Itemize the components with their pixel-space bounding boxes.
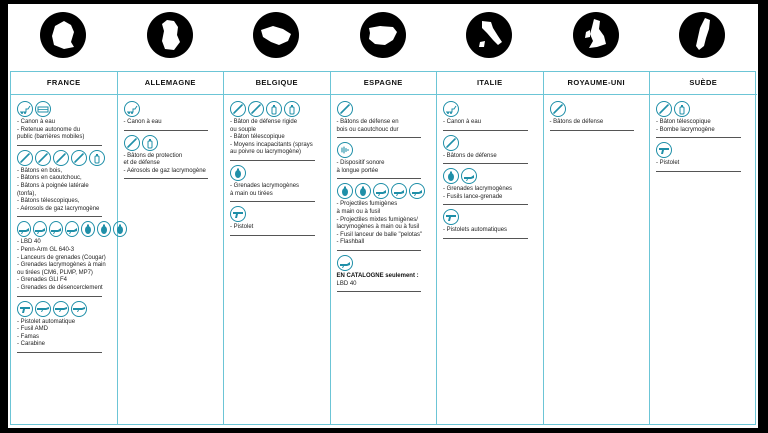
spray-can-icon	[284, 101, 300, 117]
weapon-items	[337, 119, 437, 134]
group-divider	[656, 171, 741, 172]
weapon-items	[337, 160, 437, 175]
weapon-group	[656, 101, 757, 138]
weapon-item: (tonfa),	[17, 190, 37, 197]
launcher-icon	[49, 221, 63, 237]
weapon-group	[17, 301, 117, 353]
baton-icon	[53, 150, 69, 166]
weapon-item: LBD 40	[336, 280, 357, 287]
baton-icon	[71, 150, 87, 166]
column-6	[650, 72, 757, 424]
weapon-item: - Bâtons en bois,	[17, 167, 63, 174]
weapon-item: lacrymogènes à main ou à fusil	[336, 224, 420, 231]
grenade-icon	[230, 165, 246, 181]
weapon-item: - Canon à eau	[443, 119, 482, 125]
weapon-icons	[230, 165, 330, 181]
group-divider	[124, 130, 209, 131]
weapon-item: à main ou à fusil	[336, 208, 381, 215]
weapon-icons	[124, 135, 224, 151]
weapon-icons	[337, 183, 437, 199]
weapon-list	[224, 95, 330, 236]
baton-icon	[35, 150, 51, 166]
weapon-item: public (barrières mobiles)	[17, 134, 85, 141]
sweden-map-icon	[679, 12, 725, 58]
belgium-map-icon	[253, 12, 299, 58]
group-divider	[443, 163, 528, 164]
group-divider	[656, 137, 741, 138]
weapon-item: et de défense	[123, 160, 160, 167]
baton-icon	[230, 101, 246, 117]
launcher-icon	[409, 183, 425, 199]
weapon-list	[650, 95, 757, 172]
weapon-items	[17, 119, 117, 142]
spain-map-icon	[360, 12, 406, 58]
weapon-list	[118, 95, 224, 179]
group-divider	[230, 160, 315, 161]
group-divider	[17, 145, 102, 146]
group-divider	[17, 216, 102, 217]
launcher-icon	[373, 183, 389, 199]
weapon-icons	[656, 101, 757, 117]
baton-icon	[550, 101, 566, 117]
weapon-list	[11, 95, 117, 353]
baton-icon	[443, 135, 459, 151]
water-cannon-icon	[443, 101, 459, 117]
grenade-icon	[355, 183, 371, 199]
weapon-icons	[337, 142, 437, 158]
weapon-icons	[17, 301, 117, 317]
weapon-item: - Bâtons à poignée latérale	[17, 182, 89, 189]
weapon-items	[443, 186, 543, 201]
weapon-items	[230, 183, 330, 198]
weapon-items	[443, 119, 543, 127]
weapon-group	[230, 206, 330, 236]
weapon-item: - Bâtons de défense	[443, 152, 497, 159]
weapon-group	[337, 142, 437, 179]
weapon-item: - Grenades lacrymogènes	[443, 186, 513, 193]
weapon-item: - Fusils lance-grenade	[443, 193, 503, 200]
weapon-item: - Bâtons télescopiques,	[17, 198, 80, 205]
country-header: FRANCE	[11, 72, 117, 95]
column-1	[118, 72, 225, 424]
baton-icon	[124, 135, 140, 151]
weapon-group	[443, 209, 543, 239]
group-divider	[337, 137, 422, 138]
infographic-frame	[8, 4, 758, 428]
weapon-icons	[230, 101, 330, 117]
weapon-icons	[17, 150, 117, 166]
weapon-item: - Canon à eau	[17, 119, 56, 125]
baton-icon	[656, 101, 672, 117]
weapon-item: bois ou caoutchouc dur	[336, 126, 399, 133]
weapon-item: - Fusil AMD	[17, 326, 49, 333]
weapon-item: - LBD 40	[17, 239, 41, 246]
weapon-item: - Aérosols de gaz lacrymogène	[17, 205, 100, 212]
weapon-group	[443, 135, 543, 165]
weapon-icons	[230, 206, 330, 222]
group-divider	[337, 250, 422, 251]
weapon-group	[656, 142, 757, 172]
sound-device-icon	[337, 142, 353, 158]
grenade-icon	[81, 221, 95, 237]
launcher-icon	[65, 221, 79, 237]
weapon-item: - Grenades GLI F4	[17, 277, 68, 284]
weapon-icons	[443, 101, 543, 117]
weapon-group	[230, 101, 330, 161]
spray-can-icon	[89, 150, 105, 166]
rifle-icon	[35, 301, 51, 317]
weapon-items	[550, 119, 650, 127]
weapon-icons	[337, 255, 437, 271]
weapon-list	[437, 95, 543, 239]
weapon-group	[17, 150, 117, 218]
country-header: SUÈDE	[650, 72, 757, 95]
weapon-group	[17, 101, 117, 146]
weapon-group	[17, 221, 117, 296]
weapon-item: - Retenue autonome du	[17, 126, 81, 133]
weapon-item: - Bâtons de protection	[123, 152, 183, 159]
weapon-list	[544, 95, 650, 131]
group-divider	[443, 204, 528, 205]
weapon-item: - Grenades de désencerclement	[17, 284, 103, 291]
pistol-icon	[656, 142, 672, 158]
weapon-items	[230, 119, 330, 157]
column-2	[224, 72, 331, 424]
weapon-item: - Grenades lacrymogènes	[230, 182, 300, 189]
weapon-items	[443, 153, 543, 161]
weapon-group	[550, 101, 650, 131]
spray-can-icon	[266, 101, 282, 117]
weapon-icons	[550, 101, 650, 117]
weapon-group	[124, 101, 224, 131]
group-divider	[550, 130, 635, 131]
weapon-item: - Canon à eau	[123, 119, 162, 125]
weapon-item: - Moyens incapacitants (sprays	[230, 141, 313, 148]
uk-map-icon	[573, 12, 619, 58]
weapon-item: - Penn-Arm GL 640-3	[17, 246, 75, 253]
france-map-icon	[40, 12, 86, 58]
weapon-icons	[656, 142, 757, 158]
barrier-vehicle-icon	[35, 101, 51, 117]
germany-map-icon	[147, 12, 193, 58]
country-header: BELGIQUE	[224, 72, 330, 95]
baton-icon	[248, 101, 264, 117]
weapon-item: - Lanceurs de grenades (Cougar)	[17, 254, 106, 261]
weapon-icons	[337, 101, 437, 117]
weapon-item: - Pistolet	[656, 160, 680, 167]
weapon-item: - Bâtons de défense en	[336, 119, 399, 125]
grenade-icon	[97, 221, 111, 237]
weapon-items	[230, 224, 330, 232]
weapon-group	[337, 101, 437, 138]
group-divider	[443, 130, 528, 131]
weapon-item: - Pistolet automatique	[17, 318, 76, 325]
weapon-item: ou tirées (CM6, PLMP, MP7)	[17, 269, 93, 276]
column-4	[437, 72, 544, 424]
weapon-icons	[17, 221, 117, 237]
weapon-item: - Pistolet	[230, 224, 254, 231]
weapon-item: - Bâtons en caoutchouc,	[17, 175, 82, 182]
regional-note: EN CATALOGNE seulement :	[336, 272, 419, 279]
group-divider	[337, 178, 422, 179]
weapon-list	[331, 95, 437, 292]
rifle-icon	[53, 301, 69, 317]
weapon-items	[337, 281, 437, 289]
group-divider	[230, 201, 315, 202]
group-divider	[17, 352, 102, 353]
weapon-item: - Projectiles fumigènes	[336, 201, 398, 208]
weapon-items	[656, 160, 757, 168]
weapon-icons	[124, 101, 224, 117]
weapon-items	[443, 227, 543, 235]
weapon-item: - Pistolets automatiques	[443, 227, 508, 234]
weapon-group	[124, 135, 224, 180]
launcher-icon	[33, 221, 47, 237]
group-divider	[230, 235, 315, 236]
police-weapons-table	[10, 71, 756, 425]
launcher-icon	[391, 183, 407, 199]
weapon-items	[337, 201, 437, 247]
launcher-icon	[461, 168, 477, 184]
weapon-icons	[443, 135, 543, 151]
country-header: ALLEMAGNE	[118, 72, 224, 95]
weapon-item: - Famas	[17, 333, 40, 340]
pistol-icon	[230, 206, 246, 222]
weapon-icons	[443, 168, 543, 184]
pistol-icon	[17, 301, 33, 317]
group-divider	[124, 178, 209, 179]
weapon-item: ou souple	[230, 126, 257, 133]
rifle-icon	[71, 301, 87, 317]
weapon-item: - Projectiles mixtes fumigènes/	[336, 216, 418, 223]
group-divider	[17, 296, 102, 297]
weapon-group	[337, 255, 437, 292]
launcher-icon	[17, 221, 31, 237]
weapon-items	[17, 319, 117, 349]
weapon-item: - Flashball	[336, 239, 365, 246]
weapon-item: - Bâtons de défense	[549, 119, 604, 125]
weapon-item: - Bâton télescopique	[656, 119, 711, 125]
group-divider	[443, 238, 528, 239]
weapon-group	[443, 101, 543, 131]
spray-can-icon	[142, 135, 158, 151]
weapon-items	[124, 153, 224, 176]
weapon-items	[124, 119, 224, 127]
weapon-items	[17, 239, 117, 292]
weapon-item: - Carabine	[17, 341, 46, 348]
country-maps-row	[8, 4, 758, 68]
weapon-group	[337, 183, 437, 251]
weapon-item: - Fusil lanceur de balle "pelotas"	[336, 231, 423, 238]
water-cannon-icon	[124, 101, 140, 117]
column-3	[331, 72, 438, 424]
baton-icon	[17, 150, 33, 166]
group-divider	[337, 291, 422, 292]
weapon-icons	[443, 209, 543, 225]
country-header: ITALIE	[437, 72, 543, 95]
weapon-item: à longue portée	[336, 167, 379, 174]
grenade-icon	[337, 183, 353, 199]
weapon-group	[443, 168, 543, 205]
italy-map-icon	[466, 12, 512, 58]
weapon-items	[656, 119, 757, 134]
launcher-icon	[337, 255, 353, 271]
spray-can-icon	[674, 101, 690, 117]
pistol-icon	[443, 209, 459, 225]
weapon-group	[230, 165, 330, 202]
country-header: ROYAUME-UNI	[544, 72, 650, 95]
weapon-item: - Dispositif sonore	[336, 160, 385, 167]
country-header: ESPAGNE	[331, 72, 437, 95]
weapon-item: - Bombe lacrymogène	[656, 126, 715, 133]
weapon-item: - Aérosols de gaz lacrymogène	[123, 167, 206, 174]
weapon-item: au poivre ou lacrymogène)	[230, 149, 302, 156]
weapon-item: - Grenades lacrymogènes à main	[17, 262, 106, 269]
weapon-icons	[17, 101, 117, 117]
column-0	[11, 72, 118, 424]
baton-icon	[337, 101, 353, 117]
water-cannon-icon	[17, 101, 33, 117]
weapon-item: à main ou tirées	[230, 190, 273, 197]
weapon-items	[17, 168, 117, 214]
weapon-item: - Bâton télescopique	[230, 134, 285, 141]
grenade-icon	[443, 168, 459, 184]
column-5	[544, 72, 651, 424]
weapon-item: - Bâton de défense rigide	[230, 119, 298, 125]
